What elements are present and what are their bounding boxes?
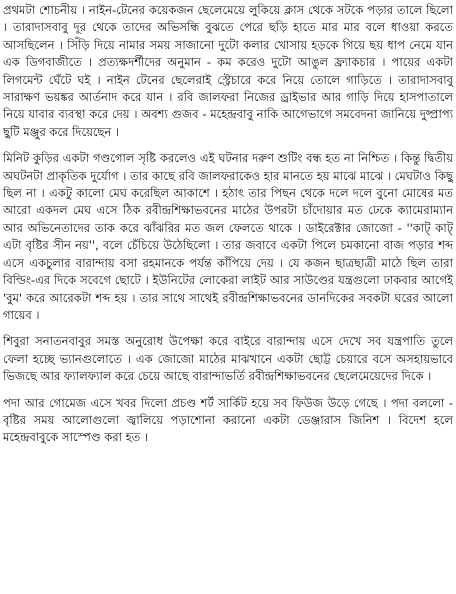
paragraph-1: প্রথমটা শোচনীয় । নাইন-টেনের কয়েকজন ছেলেমেয়ে লুকিয়ে ক্লাস থেকে সটকে পড়ার তালে ছিলো । তারাদাসবাবু দূর থেকে তাদের অভিসন্ধি বুঝতে পেরে ছড়ি হাতে মার মার বলে ধাওয়া করতে আসছিলেন । সিঁড়ি দিয়ে নামার সময় সাজানো দুটো কলার খোসায় হড়কে গিয়ে ছয় ধাপ নেমে যান এক ডিগবাজীতে । প্রত্যক্ষদর্শীদের অনুমান - কম করেও দুটো আঙুল ফ্র্যাকচার । পায়ের একটা লিগমেন্ট ঘেঁটে ঘই । নাইন টেনের ছেলেরাই স্ট্রেচারে করে নিয়ে তোলে গাড়িতে । তারাদাসবাবু সারাক্ষণ ভয়ঙ্কর আর্তনাদ করে যান । রবি জালফরা নিজের ড্রাইভার আর গাড়ি দিয়ে হাসপাতালে নিয়ে যাবার ব্যবস্থা করে দেয় । অবশ্য গুজব - মহেন্দ্রবাবু নাকি আগেভাগে সমবেদনা জানিয়ে দুষ্প্রাপ্য ছুটি মঞ্জুর করে দিয়েছেন ।: [3, 3, 453, 139]
paragraph-4: পদা আর গোমেজ এসে খবর দিলো প্রচণ্ড শর্ট সার্কিট হয়ে সব ফিউজ উড়ে গেছে । পদা বললো - বৃষ্টির সময় আলোগুলো জ্বালিয়ে পড়াশোনা করানো একটা ডেঞ্জারাস জিনিশ । বিদেশ হলে মহেন্দ্রবাবুকে সাস্পেণ্ড করা হত ।: [3, 395, 453, 445]
paragraph-3: শিবুরা সনাতনবাবুর সমস্ত অনুরোধ উপেক্ষা করে বাইরে বারান্দায় এসে দেখে সব যন্ত্রপাতি তুলে ফেলা হচ্ছে ভ্যানগুলোতে । এক জোজো মাঠের মাঝখানে একটা ছোট্ট চেয়ারে বসে অসহায়ভাবে ভিজছে আর ফ্যালফ্যাল করে চেয়ে আছে বারান্দাভর্তি রবীন্দ্রশিক্ষাভবনের ছেলেমেয়েদের দিকে ।: [3, 334, 453, 384]
paragraph-2: মিনিট কুড়ির একটা গণ্ডগোল সৃষ্টি করলেও এই ঘটনার দরুণ শুটিং বন্ধ হত না নিশ্চিত । কিন্তু দ্বিতীয় অঘটনটা প্রাকৃতিক দুর্যোগ । তার কাছে রবি জালফরাকেও হার মানতে হয় মাঝে মাঝে । মেঘটাও কিছু ছিল না । একটু কালো মেঘ করেছিল আকাশে । হঠাৎ তার পিছন থেকে দলে দলে বুনো মোষের মত আরো একদল মেঘ এসে ঠিক রবীন্দ্রশিক্ষাভবনের মাঠের উপরটা চাঁদোয়ার মত ঢেকে ক্যামেরাম্যান আর অভিনেতাদের তাক করে ঝাঁঝরির মত জল ফেলতে থাকে । ডাইরেক্টার জোজো - ''কাট্ কাট্ এটা বৃষ্টির সীন নয়'', বলে চেঁচিয়ে উঠেছিলো । তার জবাবে একটা পিলে চমকানো বাজ পড়ার শব্দ এসে একচুলার বারান্দায় বসা রহমানকে পর্যন্ত কাঁপিয়ে দেয় । যে কজন ছাত্রছাত্রী মাঠে ছিল তারা বিল্ডিং-এর দিকে সবেগে ছোটে । ইউনিটের লোকেরা লাইট আর সাউণ্ডের যন্ত্রগুলো ঢাকবার আগেই 'বুম' করে আরেকটা শব্দ হয় । তার সাথে সাথেই রবীন্দ্রশিক্ষাভবনের ডানদিকের সবকটা ঘরের আলো গায়েব ।: [3, 151, 453, 322]
document-page: [3, 2, 453, 592]
